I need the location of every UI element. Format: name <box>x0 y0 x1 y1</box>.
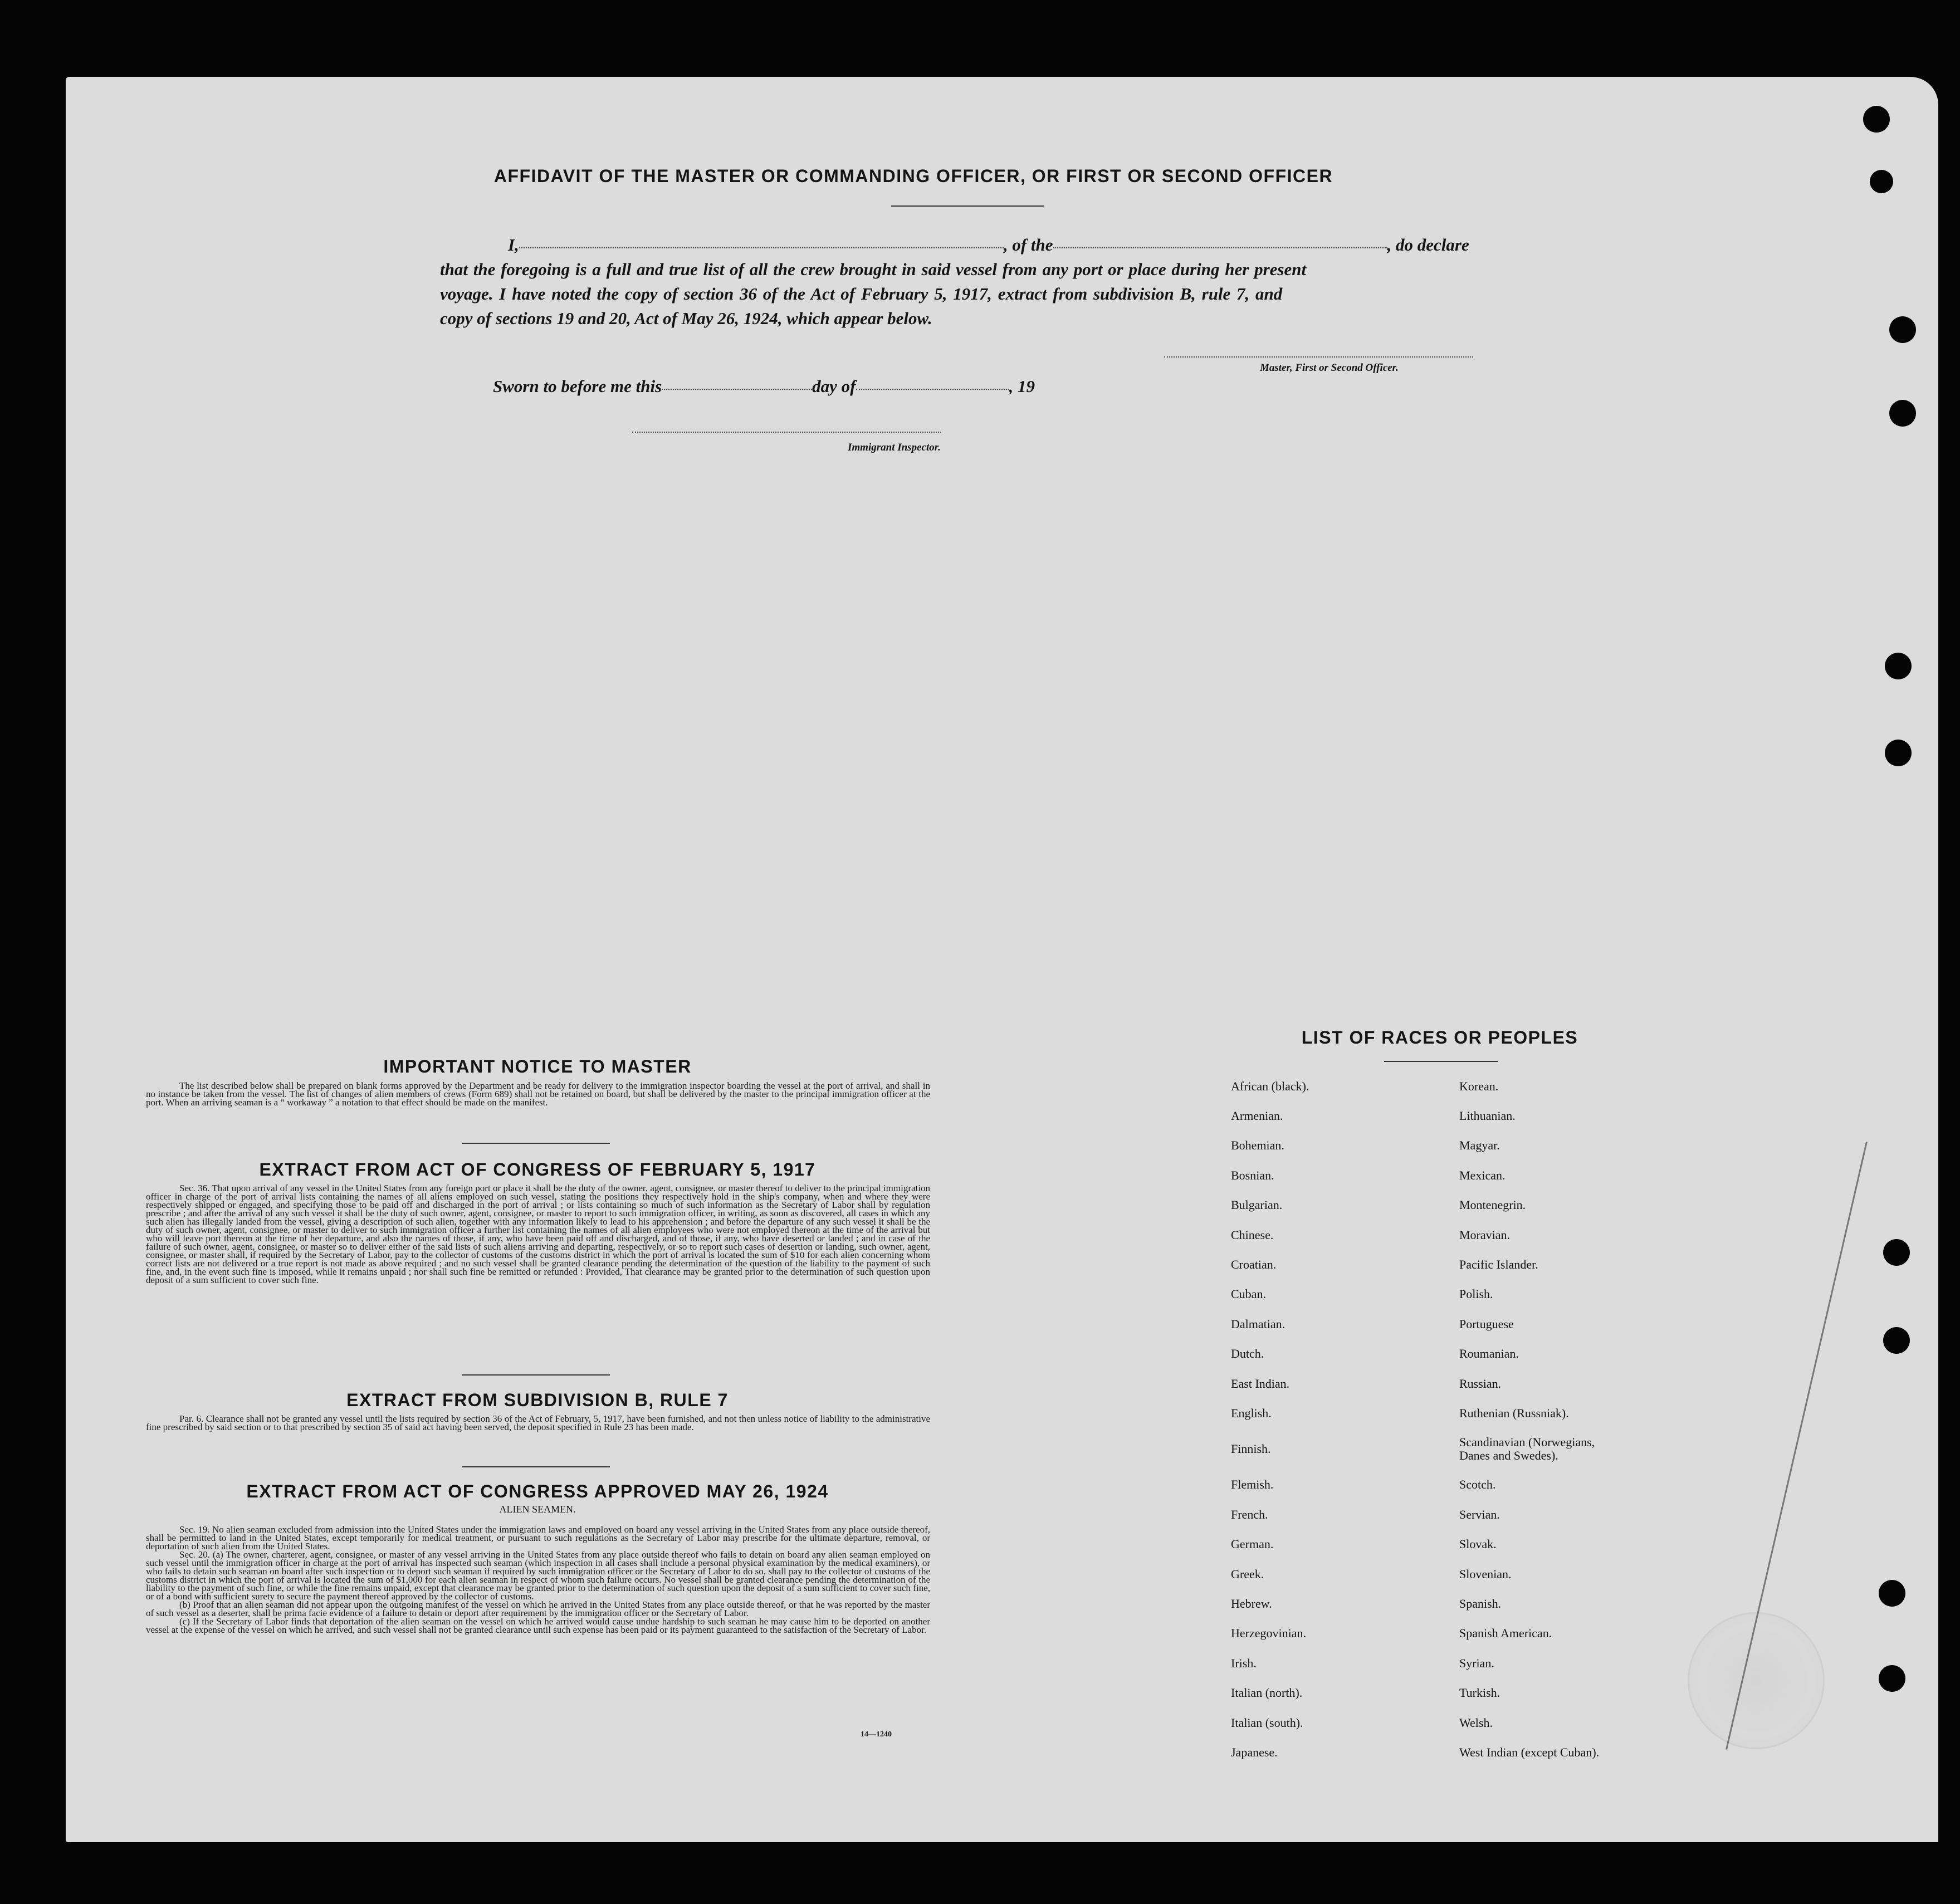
inspector-signature-line[interactable] <box>632 432 941 433</box>
races-left-column <box>1231 1071 1443 1768</box>
race-entry <box>1459 1500 1682 1529</box>
race-entry <box>1231 1131 1443 1161</box>
race-label: East Indian. <box>1231 1376 1290 1391</box>
race-label: German. <box>1231 1537 1274 1551</box>
inspector-caption: Immigrant Inspector. <box>848 442 941 453</box>
race-entry <box>1459 1678 1682 1707</box>
race-label: Syrian. <box>1459 1656 1494 1670</box>
race-entry <box>1231 1191 1443 1220</box>
race-label: Turkish. <box>1459 1686 1500 1700</box>
race-entry <box>1459 1529 1682 1559</box>
extract-1924-body <box>146 1525 930 1634</box>
race-label: Italian (south). <box>1231 1715 1303 1730</box>
race-label: Finnish. <box>1231 1442 1271 1456</box>
race-entry <box>1231 1737 1443 1767</box>
declarant-name-field[interactable] <box>519 247 1004 248</box>
declaration-line-2: that the foregoing is a full and true list of all the crew brought in said vessel from any port or place during her present <box>440 260 1307 279</box>
race-entry <box>1459 1191 1682 1220</box>
race-label: Armenian. <box>1231 1109 1283 1123</box>
notice-body <box>146 1081 930 1107</box>
extract-1917-body <box>146 1184 930 1284</box>
race-label: Ruthenian (Russniak). <box>1459 1406 1569 1420</box>
race-label: Flemish. <box>1231 1477 1274 1492</box>
punch-hole <box>1879 1580 1905 1607</box>
race-entry <box>1459 1369 1682 1398</box>
race-label: Roumanian. <box>1459 1347 1519 1361</box>
race-entry <box>1231 1220 1443 1250</box>
race-label: Greek. <box>1231 1567 1264 1581</box>
race-entry <box>1459 1250 1682 1279</box>
declaration-line-3: voyage. I have noted the copy of section 36 of the Act of February 5, 1917, extract from subdivision B, rule 7, and <box>440 284 1283 304</box>
race-entry <box>1459 1428 1682 1470</box>
race-entry <box>1231 1428 1443 1470</box>
race-label: Dalmatian. <box>1231 1316 1286 1331</box>
race-entry <box>1231 1529 1443 1559</box>
notice-title: IMPORTANT NOTICE TO MASTER <box>383 1056 692 1076</box>
race-entry <box>1459 1398 1682 1428</box>
race-label: Montenegrin. <box>1459 1198 1526 1212</box>
race-entry <box>1231 1648 1443 1678</box>
race-entry <box>1231 1250 1443 1279</box>
extract-1924-title: EXTRACT FROM ACT OF CONGRESS APPROVED MAY 26, 1924 <box>246 1481 829 1501</box>
vessel-name-field[interactable] <box>1053 247 1387 248</box>
race-label: Korean. <box>1459 1079 1499 1093</box>
sworn-month-field[interactable] <box>856 389 1009 390</box>
punch-hole <box>1863 106 1890 133</box>
punch-hole <box>1885 740 1912 766</box>
divider <box>462 1143 610 1144</box>
race-entry <box>1459 1101 1682 1130</box>
race-entry <box>1231 1708 1443 1737</box>
race-label: Bosnian. <box>1231 1168 1274 1182</box>
sec-36-text: Sec. 36. That upon arrival of any vessel in the United States from any foreign port or place it shall be the duty of the owner, agent, consignee, or master thereof to deliver to the principal immigration officer in charge of the port of arrival lists containing the names of all aliens employed on such vessel, stating the positions they respectively hold in the ship's company, when and where they were respectively shipped or engaged, and specifying those to be paid off and discharged in the port of arrival ; or lists containing so much of such information as the Secretary of Labor shall by regulation prescribe ; and after the arrival of any such vessel it shall be the duty of such owner, agent, consignee, or master to report to such immigration officer, in writing, as soon as discovered, all cases in which any such alien has illegally landed from the vessel, giving a description of such alien, together with any information likely to lead to his apprehension ; and before the departure of any such vessel it shall be the duty of such owner, agent, consignee, or master to deliver to such immigration officer a further list containing the names of all alien employees who were not employed thereon at the time of the arrival but who will leave port thereon at the time of her departure, and also the names of those, if any, who have been paid off and discharged, and of those, if any, who have deserted or landed ; and in case of the failure of such owner, agent, consignee, or master so to deliver either of the said lists of such aliens arriving and departing, respectively, or so to report such cases of desertion or landing, such owner, agent, consignee, or master shall, if required by the Secretary of Labor, pay to the collector of customs of the customs district in which the port of arrival is located the sum of $10 for each alien concerning whom correct lists are not delivered or a true report is not made as above required ; and no such vessel shall be granted clearance pending the determination of the question of the liability to the payment of such fine, and, in the event such fine is imposed, while it remains unpaid ; nor shall such fine be remitted or refunded : Provided, That clearance may be granted prior to the determination of such question upon deposit of a sum sufficient to cover such fine. <box>146 1183 930 1285</box>
race-label: Polish. <box>1459 1287 1493 1301</box>
race-label: Croatian. <box>1231 1257 1277 1272</box>
form-number: 14—1240 <box>861 1730 892 1739</box>
race-entry <box>1231 1161 1443 1190</box>
embossed-seal <box>1688 1612 1825 1749</box>
race-label: Bohemian. <box>1231 1138 1284 1153</box>
punch-hole <box>1870 170 1893 193</box>
master-signature-caption: Master, First or Second Officer. <box>1260 362 1399 374</box>
sworn-line <box>493 376 1035 397</box>
sec-20a-text: Sec. 20. (a) The owner, charterer, agent, consignee, or master of any vessel arriving in the United States from any place outside thereof who fails to detain on board any alien seaman employed on such vessel until the immigration officer in charge at the port of arrival has inspected such seaman (which inspection in all cases shall include a personal physical examination by the medical examiners), or who fails to detain such seaman on board after such inspection or to deport such seaman if required by such immigration officer or the Secretary of Labor to do so, shall pay to the collector of customs of the customs district in which the port of arrival is located the sum of $1,000 for each alien seaman in respect of whom such failure occurs. No vessel shall be granted clearance pending the determination of the liability to the payment of such fine, or while the fine remains unpaid, except that clearance may be granted prior to the determination of such question upon the deposit of a sum sufficient to cover such fine, or of a bond with sufficient surety to secure the payment thereof approved by the collector of customs. <box>146 1549 930 1602</box>
race-label: Russian. <box>1459 1376 1502 1391</box>
race-label: Lithuanian. <box>1459 1109 1516 1123</box>
punch-hole <box>1879 1665 1905 1692</box>
race-entry <box>1459 1220 1682 1250</box>
race-label: African (black). <box>1231 1079 1309 1093</box>
master-signature-line[interactable] <box>1164 356 1473 358</box>
race-entry <box>1231 1101 1443 1130</box>
race-label: Chinese. <box>1231 1227 1274 1242</box>
race-entry <box>1459 1708 1682 1737</box>
race-label: Spanish. <box>1459 1596 1502 1611</box>
race-entry <box>1231 1071 1443 1101</box>
declaration-line-1 <box>508 235 1469 255</box>
race-entry <box>1459 1161 1682 1190</box>
divider <box>462 1466 610 1467</box>
race-entry <box>1231 1339 1443 1369</box>
race-entry <box>1231 1619 1443 1648</box>
race-entry <box>1231 1500 1443 1529</box>
race-entry <box>1231 1309 1443 1339</box>
race-label: Portuguese <box>1459 1316 1514 1331</box>
race-entry <box>1231 1280 1443 1309</box>
race-entry <box>1459 1737 1682 1767</box>
race-entry <box>1459 1071 1682 1101</box>
race-entry <box>1459 1648 1682 1678</box>
races-right-column <box>1459 1071 1682 1768</box>
of-the-label: , of the <box>1003 235 1053 254</box>
race-label: Irish. <box>1231 1656 1257 1670</box>
punch-hole <box>1883 1239 1910 1266</box>
affidavit-title: AFFIDAVIT OF THE MASTER OR COMMANDING OFFICER, OR FIRST OR SECOND OFFICER <box>493 166 1333 186</box>
race-entry <box>1231 1398 1443 1428</box>
extract-rule7-body <box>146 1414 930 1431</box>
race-label: Slovak. <box>1459 1537 1497 1551</box>
race-label: Servian. <box>1459 1507 1500 1521</box>
sec-20c-text: (c) If the Secretary of Labor finds that deportation of the alien seaman on the vessel on which he arrived would cause undue hardship to such seaman he may cause him to be deported on another vessel at the expense of the vessel on which he arrived, and such vessel shall not be granted clearance until such expense has been paid or its payment guaranteed to the satisfaction of the Secretary of Labor. <box>146 1616 930 1635</box>
punch-hole <box>1889 316 1916 343</box>
par-6-text: Par. 6. Clearance shall not be granted any vessel until the lists required by section 36 of the Act of February, 5, 1917, have been furnished, and not then unless notice of liability to the administrative fine prescribed by said section or to that prescribed by section 35 of said act having been served, the deposit specified in Rule 23 has been made. <box>146 1413 930 1432</box>
race-label: Cuban. <box>1231 1287 1266 1301</box>
race-label: Bulgarian. <box>1231 1198 1283 1212</box>
race-entry <box>1459 1619 1682 1648</box>
sec-19-text: Sec. 19. No alien seaman excluded from admission into the United States under the immigration laws and employed on board any vessel arriving in the United States from any place outside thereof, shall be permitted to land in the United States, except temporarily for medical treatment, or pursuant to such regulations as the Secretary of Labor may prescribe for the ultimate departure, removal, or deportation of such alien from the United States. <box>146 1524 930 1551</box>
punch-hole <box>1885 653 1912 679</box>
race-entry <box>1459 1559 1682 1589</box>
race-label: West Indian (except Cuban). <box>1459 1745 1600 1759</box>
day-of-label: day of <box>812 376 856 396</box>
declarant-prefix: I, <box>508 235 519 254</box>
punch-hole <box>1889 400 1916 427</box>
declaration-line-4: copy of sections 19 and 20, Act of May 26, 1924, which appear below. <box>440 309 932 328</box>
alien-seamen-subtitle: ALIEN SEAMEN. <box>499 1504 576 1515</box>
notice-text: The list described below shall be prepared on blank forms approved by the Department and be ready for delivery to the immigration inspector boarding the vessel at the port of arrival, and shall in no instance be taken from the vessel. The list of changes of alien members of crews (Form 689) shall not be retained on board, but shall be delivered by the master to the principal immigration officer at the port. When an arriving seaman is a “ workaway ” a notation to that effect should be made on the manifest. <box>146 1080 930 1108</box>
race-entry <box>1231 1369 1443 1398</box>
race-entry <box>1459 1280 1682 1309</box>
race-label: Slovenian. <box>1459 1567 1512 1581</box>
race-entry <box>1231 1589 1443 1618</box>
race-label: English. <box>1231 1406 1272 1420</box>
race-label: Welsh. <box>1459 1715 1493 1730</box>
race-label: Moravian. <box>1459 1227 1511 1242</box>
race-entry <box>1231 1678 1443 1707</box>
race-entry <box>1459 1131 1682 1161</box>
race-label: Magyar. <box>1459 1138 1500 1153</box>
sworn-label: Sworn to before me this <box>493 376 662 396</box>
race-label: Pacific Islander. <box>1459 1257 1538 1272</box>
race-label: Scotch. <box>1459 1477 1496 1492</box>
extract-1917-title: EXTRACT FROM ACT OF CONGRESS OF FEBRUARY 5, 1917 <box>259 1159 816 1179</box>
race-entry <box>1231 1470 1443 1500</box>
race-label: Dutch. <box>1231 1347 1264 1361</box>
race-label: Mexican. <box>1459 1168 1506 1182</box>
race-entry <box>1459 1309 1682 1339</box>
race-entry <box>1459 1470 1682 1500</box>
race-label: Italian (north). <box>1231 1686 1303 1700</box>
do-declare-label: , do declare <box>1387 235 1469 254</box>
sworn-day-field[interactable] <box>662 389 812 390</box>
race-label: French. <box>1231 1507 1268 1521</box>
extract-rule7-title: EXTRACT FROM SUBDIVISION B, RULE 7 <box>346 1390 729 1410</box>
race-label: Hebrew. <box>1231 1596 1272 1611</box>
race-label: Scandinavian (Norwegians, Danes and Swedes). <box>1459 1435 1595 1463</box>
year-prefix: , 19 <box>1009 376 1035 396</box>
race-entry <box>1459 1589 1682 1618</box>
divider <box>462 1374 610 1376</box>
races-divider <box>1384 1061 1498 1062</box>
race-label: Herzegovinian. <box>1231 1626 1306 1641</box>
punch-hole <box>1883 1327 1910 1354</box>
sec-20b-text: (b) Proof that an alien seaman did not appear upon the outgoing manifest of the vessel on which he arrived in the United States from any place outside thereof, or that he was reported by the master of such vessel as a deserter, shall be prima facie evidence of a failure to detain or deport after requirement by the immigration officer or the Secretary of Labor. <box>146 1599 930 1618</box>
races-title: LIST OF RACES OR PEOPLES <box>1301 1027 1578 1048</box>
race-entry <box>1459 1339 1682 1369</box>
race-label: Spanish American. <box>1459 1626 1552 1641</box>
race-entry <box>1231 1559 1443 1589</box>
race-label: Japanese. <box>1231 1745 1278 1759</box>
title-divider <box>891 205 1044 207</box>
